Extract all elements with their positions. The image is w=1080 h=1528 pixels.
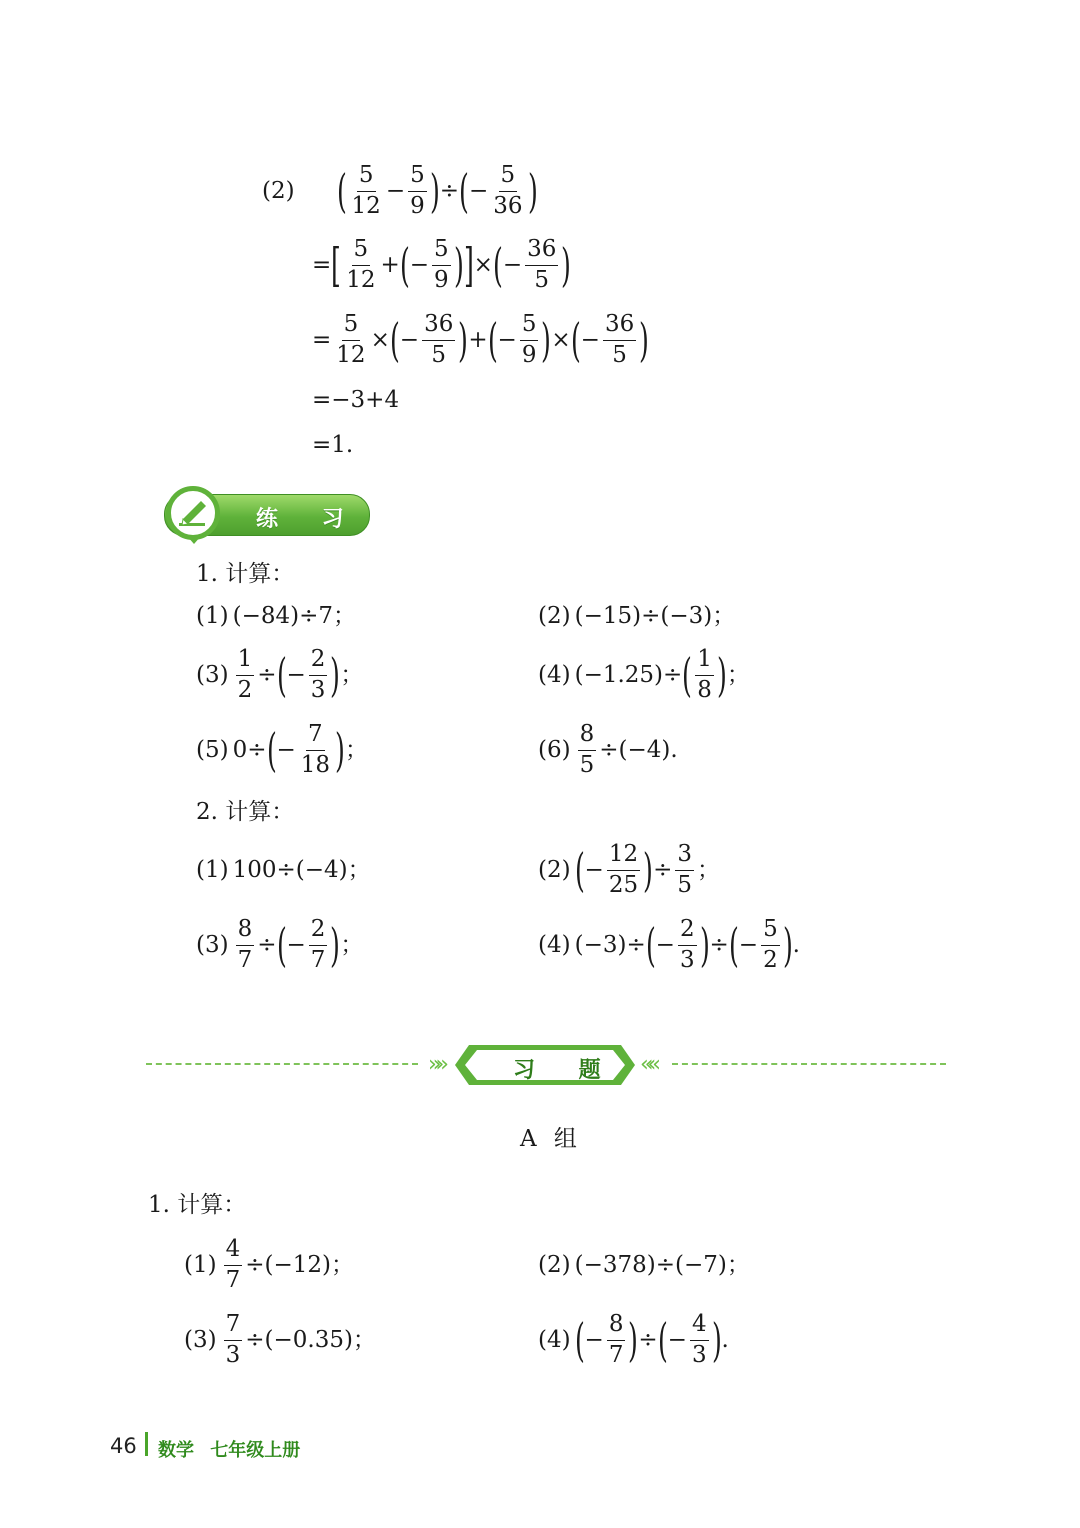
practice-banner (146, 492, 370, 536)
practice-q1-item-6: (6) $\frac{8}{5}$ ÷(−4). (538, 721, 678, 778)
exercise-q1-item-3: (3) $\frac{7}{3}$ ÷(−0.35)； (184, 1311, 376, 1368)
book-title: 数学 七年级上册 (158, 1440, 301, 1461)
solution-line-2: = [ $\frac{5}{12}$ + ( − $\frac{5}{9}$ ) ] × ( − $\frac{36}{5}$ ) (312, 236, 572, 293)
practice-q1-item-5: (5) 0÷ ( − $\frac{7}{18}$ ) ； (196, 721, 368, 778)
practice-q1-item-1: (1) (−84)÷7； (196, 602, 356, 629)
footer-divider (145, 1432, 148, 1456)
exercise-q1-heading: 1. 计算： (148, 1191, 247, 1218)
exercise-banner (455, 1045, 635, 1085)
solution-line-1: (2) ( $\frac{5}{12}$ − $\frac{5}{9}$ ) ÷ ( − $\frac{5}{36}$ ) (262, 162, 538, 219)
practice-q1-item-4: (4) (−1.25)÷ ( $\frac{1}{8}$ ) ； (538, 646, 750, 703)
exercise-title: 习 题 (513, 1058, 619, 1083)
practice-title: 练 习 (256, 507, 362, 532)
divider-left (146, 1063, 418, 1065)
divider-right (672, 1063, 946, 1065)
group-title: A 组 (520, 1125, 577, 1152)
practice-q1-item-3: (3) $\frac{1}{2}$ ÷ ( − $\frac{2}{3}$ ) ； (196, 646, 364, 703)
practice-q2-heading: 2. 计算： (196, 798, 295, 825)
solution-line-3: = $\frac{5}{12}$ × ( − $\frac{36}{5}$ ) + ( − $\frac{5}{9}$ ) × ( − $\frac{36}{5}$ ) (312, 311, 650, 368)
exercise-q1-item-1: (1) $\frac{4}{7}$ ÷(−12)； (184, 1236, 354, 1293)
chevron-left-icon: «« (640, 1052, 655, 1077)
solution-line-4: =−3+4 (312, 386, 400, 413)
practice-q1-item-2: (2) (−15)÷(−3)； (538, 602, 736, 629)
practice-q2-item-1: (1) 100÷(−4)； (196, 856, 371, 883)
practice-q1-heading: 1. 计算： (196, 560, 295, 587)
pencil-icon (166, 486, 220, 540)
practice-q2-item-3: (3) $\frac{8}{7}$ ÷ ( − $\frac{2}{7}$ ) ； (196, 916, 364, 973)
exercise-q1-item-2: (2) (−378)÷(−7)； (538, 1251, 750, 1278)
solution-line-5: =1. (312, 431, 354, 458)
exercise-q1-item-4: (4) ( − $\frac{8}{7}$ ) ÷ ( − $\frac{4}{3}$ ) . (538, 1311, 729, 1368)
chevron-right-icon: »» (428, 1052, 443, 1077)
practice-q2-item-2: (2) ( − $\frac{12}{25}$ ) ÷ $\frac{3}{5}$ ； (538, 841, 720, 898)
page-number: 46 (110, 1434, 137, 1458)
practice-q2-item-4: (4) (−3)÷ ( − $\frac{2}{3}$ ) ÷ ( − $\frac{5}{2}$ ) . (538, 916, 800, 973)
solution-label: (2) (262, 177, 295, 204)
